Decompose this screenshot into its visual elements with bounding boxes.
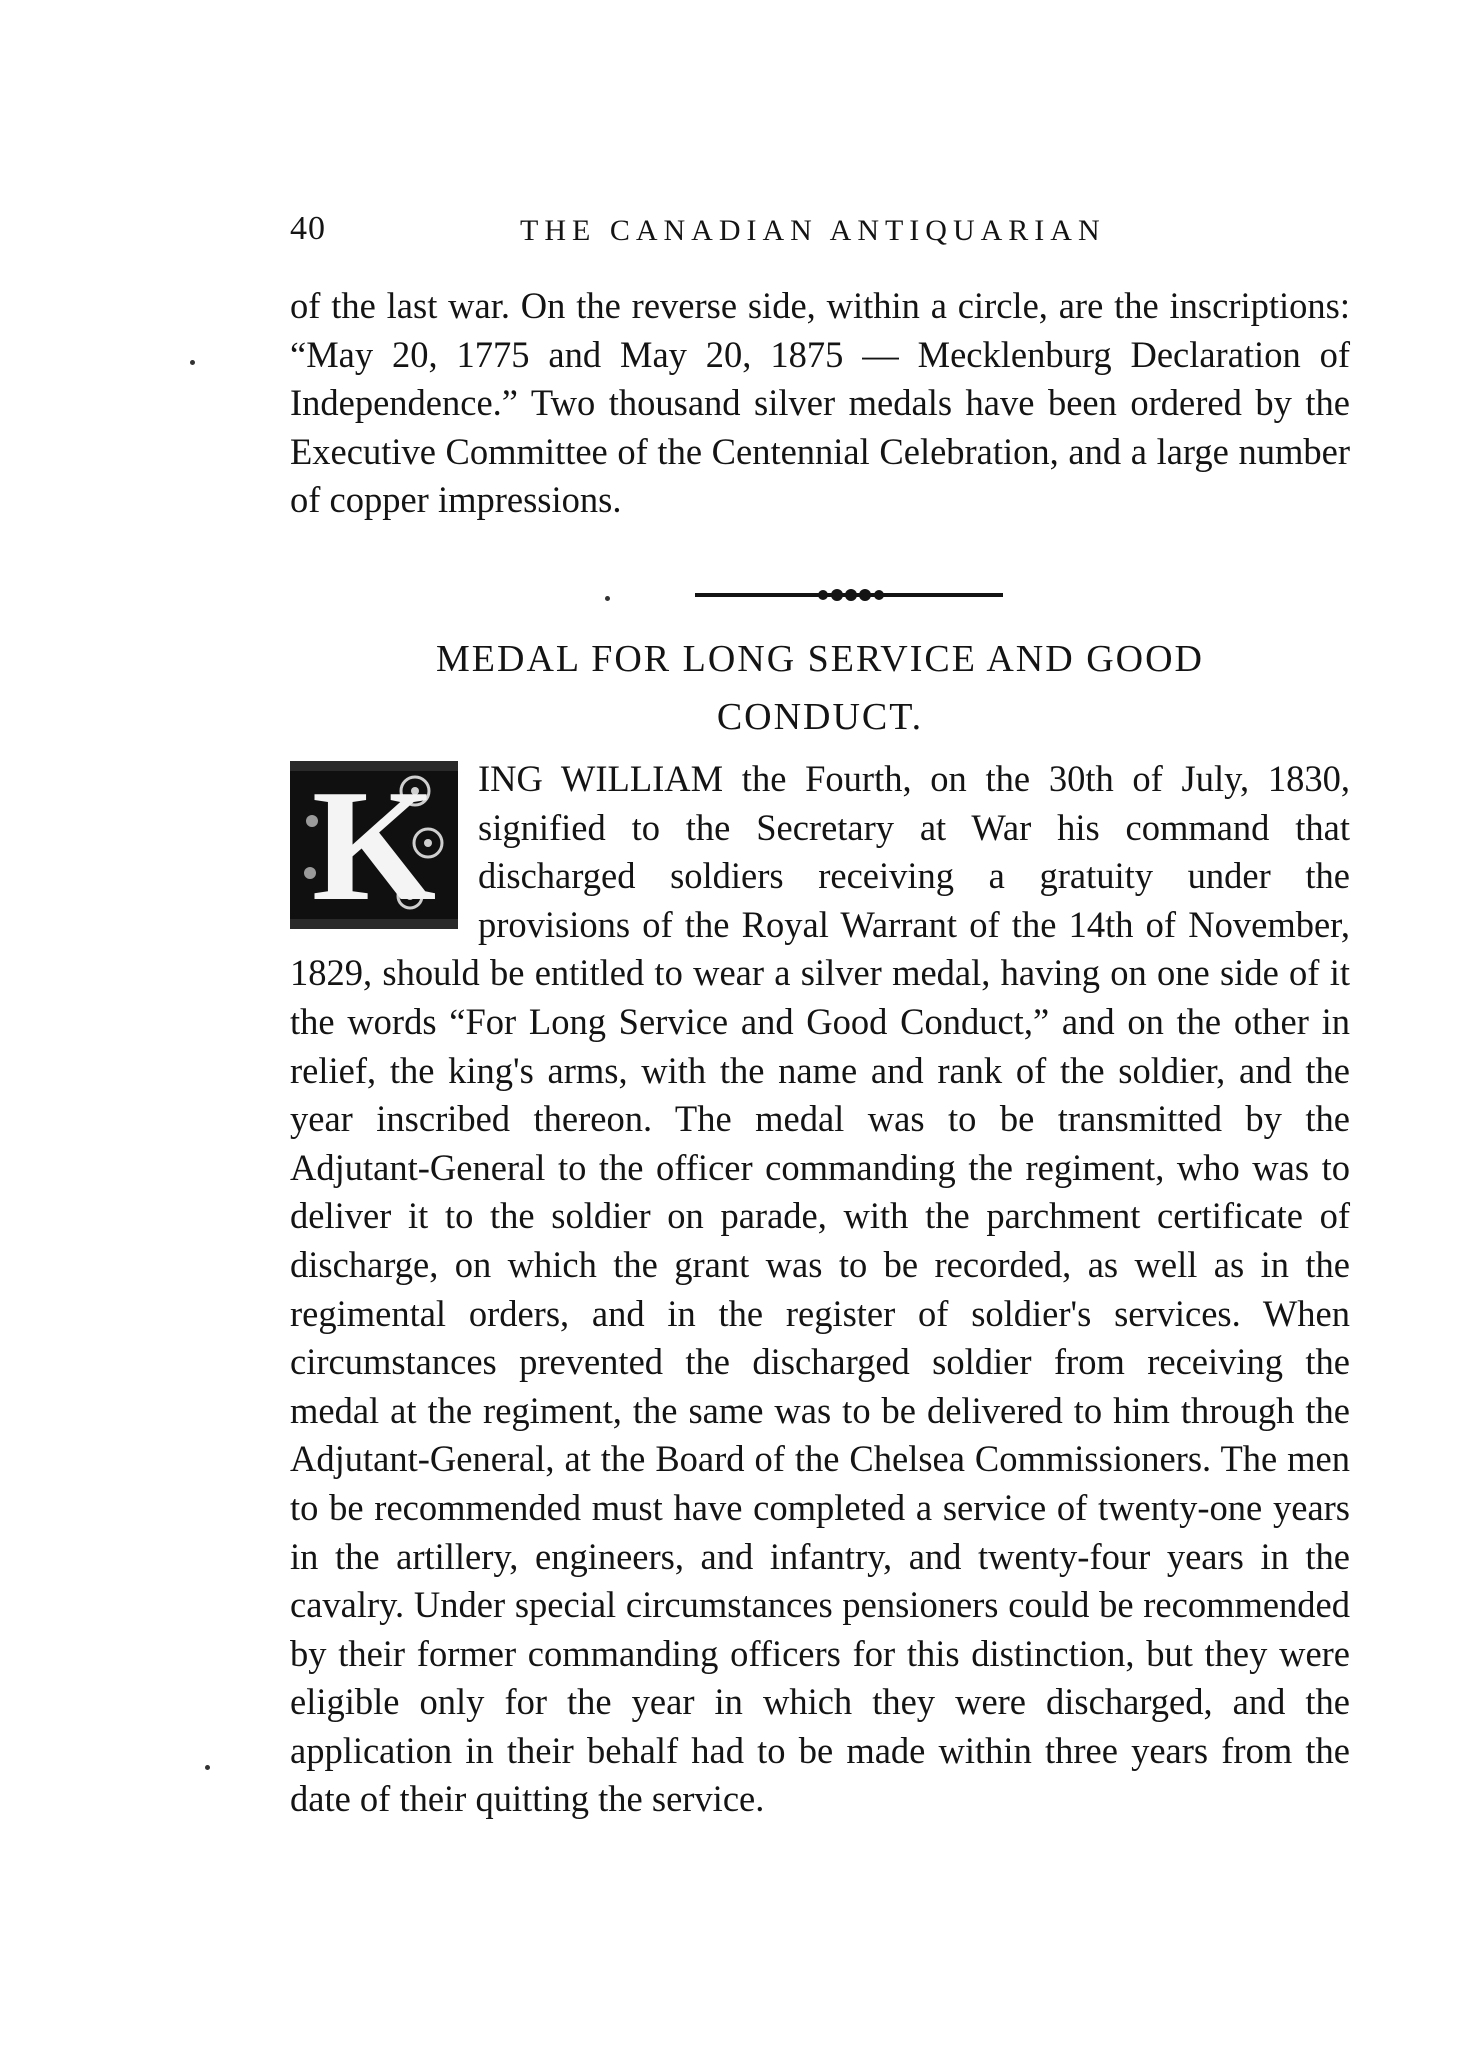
scan-speck bbox=[205, 1765, 210, 1770]
section-title bbox=[290, 630, 1350, 746]
running-head: THE CANADIAN ANTIQUARIAN bbox=[520, 214, 1106, 247]
page-header bbox=[290, 210, 1350, 260]
section-title-line-2: CONDUCT. bbox=[716, 696, 924, 738]
section-title-line-1: MEDAL FOR LONG SERVICE AND GOOD bbox=[436, 638, 1204, 680]
intro-paragraph-block bbox=[290, 282, 1350, 525]
scan-speck bbox=[605, 596, 610, 601]
scan-speck bbox=[190, 360, 195, 365]
section-divider-ornament bbox=[695, 587, 1003, 603]
intro-paragraph: of the last war. On the reverse side, within a circle, are the inscriptions: “May 20, 1775 and May 20, 1875 — Mecklenburg Declaration of Independence.” Two thousand silver medals have been ordered by the Executive Committee of the Centennial Celebration, and a large number of copper impressions. bbox=[290, 285, 1350, 521]
opening-small-caps: ING WILLIAM bbox=[478, 758, 724, 799]
decorative-drop-cap bbox=[290, 756, 458, 934]
article-paragraph-text: the Fourth, on the 30th of July, 1830, signified to the Secretary at War his command that discharged soldiers receiving a gratuity under the provisions of the Royal Warrant of the 14th of November, 1829, should be entitled to wear a silver medal, having on one side of it the words “For Long Service and Good Conduct,” and on the other in relief, the king's arms, with the name and rank of the soldier, and the year inscribed thereon. The medal was to be transmitted by the Adjutant-General to the officer commanding the regiment, who was to deliver it to the soldier on parade, with the parchment certificate of discharge, on which the grant was to be recorded, as well as in the regimental orders, and in the register of soldier's services. When circumstances prevented the discharged soldier from receiving the medal at the regiment, the same was to be delivered to him through the Adjutant-General, at the Board of the Chelsea Commissioners. The men to be recommended must have completed a service of twenty-one years in the artillery, engineers, and infantry, and twenty-four years in the cavalry. Under special circumstances pensioners could be recommended by their former commanding officers for this distinction, but they were eligible only for the year in which they were discharged, and the application in their behalf had to be made within three years from the date of their quitting the service. bbox=[290, 758, 1350, 1820]
drop-cap-letter: K bbox=[311, 756, 437, 934]
page-number: 40 bbox=[290, 210, 326, 247]
article-body bbox=[290, 755, 1350, 1824]
